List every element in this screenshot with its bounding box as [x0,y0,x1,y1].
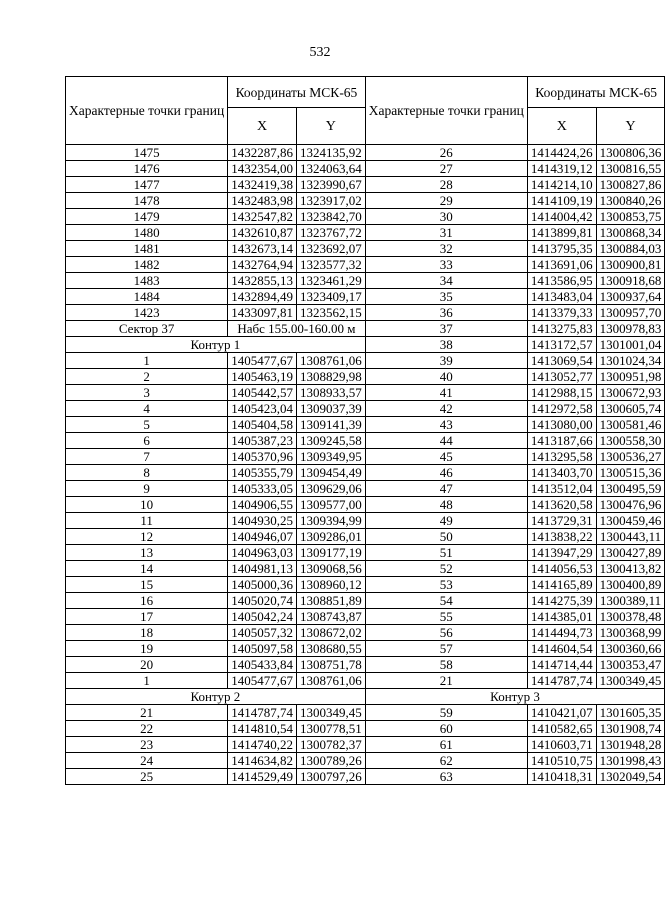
coord-x-right: 1413187,66 [527,433,596,449]
point-number-left: 11 [66,513,228,529]
table-row [66,193,665,209]
point-number-left: 1476 [66,161,228,177]
table-row [66,529,665,545]
table-row [66,209,665,225]
point-number-left: 23 [66,737,228,753]
coord-x-right: 1413691,06 [527,257,596,273]
coord-y-right: 1300443,11 [596,529,665,545]
coord-x-left: 1414740,22 [228,737,297,753]
coord-x-left: 1432610,87 [228,225,297,241]
coord-y-right: 1300368,99 [596,625,665,641]
point-number-left: 1482 [66,257,228,273]
table-row [66,657,665,673]
coord-y-left: 1323562,15 [296,305,365,321]
coord-x-right: 1413483,04 [527,289,596,305]
point-number-right: 32 [365,241,527,257]
table-row [66,433,665,449]
coord-x-right: 1413403,70 [527,465,596,481]
table-row [66,593,665,609]
coord-y-right: 1300900,81 [596,257,665,273]
header-y-left: Y [296,108,365,145]
coord-x-right: 1413275,83 [527,321,596,337]
table-row [66,289,665,305]
coord-x-right: 1410582,65 [527,721,596,737]
coord-y-right: 1300951,98 [596,369,665,385]
point-number-right: 42 [365,401,527,417]
point-number-left: 1480 [66,225,228,241]
point-number-left: 1 [66,353,228,369]
coord-x-right: 1413838,22 [527,529,596,545]
coord-x-right: 1412988,15 [527,385,596,401]
header-points-right: Характерные точки границ [365,77,527,145]
coord-x-left: 1405355,79 [228,465,297,481]
point-number-right: 63 [365,769,527,785]
point-number-left: 1483 [66,273,228,289]
point-number-left: 4 [66,401,228,417]
coord-y-right: 1301998,43 [596,753,665,769]
header-coords-right: Координаты МСК-65 [527,77,665,108]
header-y-right: Y [596,108,665,145]
point-number-left: 24 [66,753,228,769]
coord-x-left: 1405433,84 [228,657,297,673]
table-row [66,465,665,481]
table-row [66,321,665,337]
coord-y-right: 1300827,86 [596,177,665,193]
coord-x-right: 1413729,31 [527,513,596,529]
table-row [66,577,665,593]
point-number-right: 62 [365,753,527,769]
coord-x-right: 1413295,58 [527,449,596,465]
coord-x-right: 1410418,31 [527,769,596,785]
coord-x-right: 1414214,10 [527,177,596,193]
coord-y-left: 1309454,49 [296,465,365,481]
coord-x-left: 1404946,07 [228,529,297,545]
coord-x-left: 1405404,58 [228,417,297,433]
point-number-left: 18 [66,625,228,641]
coord-x-left: 1405387,23 [228,433,297,449]
point-number-left: 19 [66,641,228,657]
coord-x-right: 1414385,01 [527,609,596,625]
table-row [66,609,665,625]
point-number-right: 57 [365,641,527,657]
point-number-left: 1477 [66,177,228,193]
point-number-right: 27 [365,161,527,177]
coord-x-left: 1405097,58 [228,641,297,657]
table-row [66,641,665,657]
coord-y-right: 1300918,68 [596,273,665,289]
coord-x-right: 1414604,54 [527,641,596,657]
coord-x-left: 1414787,74 [228,705,297,721]
coord-y-left: 1308751,78 [296,657,365,673]
coord-y-left: 1309286,01 [296,529,365,545]
section-title-left: Контур 1 [66,337,366,353]
coord-y-right: 1300957,70 [596,305,665,321]
coord-y-right: 1302049,54 [596,769,665,785]
point-number-right: 33 [365,257,527,273]
point-number-right: 60 [365,721,527,737]
coord-x-left: 1433097,81 [228,305,297,321]
coord-y-right: 1300459,46 [596,513,665,529]
table-row [66,417,665,433]
table-row [66,257,665,273]
coord-x-left: 1405370,96 [228,449,297,465]
table-row [66,161,665,177]
coord-y-right: 1300937,64 [596,289,665,305]
point-number-left: 12 [66,529,228,545]
coord-x-left: 1404930,25 [228,513,297,529]
point-number-left: 8 [66,465,228,481]
coord-x-left: 1405463,19 [228,369,297,385]
coord-y-left: 1309245,58 [296,433,365,449]
coord-x-left: 1414634,82 [228,753,297,769]
point-number-left: 9 [66,481,228,497]
point-number-left: 2 [66,369,228,385]
point-number-right: 55 [365,609,527,625]
coord-x-right: 1413620,58 [527,497,596,513]
coord-x-left: 1432855,13 [228,273,297,289]
section-title-left: Контур 2 [66,689,366,705]
coord-y-right: 1300806,36 [596,145,665,161]
table-row [66,513,665,529]
point-number-right: 31 [365,225,527,241]
coord-x-right: 1414494,73 [527,625,596,641]
coord-x-right: 1413052,77 [527,369,596,385]
coord-x-right: 1413069,54 [527,353,596,369]
coord-x-right: 1414787,74 [527,673,596,689]
coord-y-left: 1323767,72 [296,225,365,241]
coord-y-right: 1300840,26 [596,193,665,209]
point-number-right: 47 [365,481,527,497]
point-number-right: 21 [365,673,527,689]
table-row [66,753,665,769]
header-coords-left: Координаты МСК-65 [228,77,366,108]
coord-x-right: 1414004,42 [527,209,596,225]
point-number-right: 43 [365,417,527,433]
coord-y-left: 1308851,89 [296,593,365,609]
point-number-right: 44 [365,433,527,449]
coord-y-right: 1300605,74 [596,401,665,417]
coord-x-left: 1404981,13 [228,561,297,577]
coord-y-right: 1300978,83 [596,321,665,337]
coord-x-right: 1410510,75 [527,753,596,769]
coord-x-right: 1414275,39 [527,593,596,609]
coord-x-right: 1413172,57 [527,337,596,353]
coord-x-left: 1405477,67 [228,673,297,689]
coord-y-right: 1300515,36 [596,465,665,481]
point-number-right: 50 [365,529,527,545]
coord-x-left: 1414810,54 [228,721,297,737]
coord-x-right: 1413080,00 [527,417,596,433]
point-number-left: 6 [66,433,228,449]
point-number-left: 20 [66,657,228,673]
coord-x-left: 1405442,57 [228,385,297,401]
coord-x-right: 1410421,07 [527,705,596,721]
coord-x-right: 1414056,53 [527,561,596,577]
point-number-right: 48 [365,497,527,513]
point-number-right: 58 [365,657,527,673]
point-number-left: 1423 [66,305,228,321]
coord-y-left: 1300797,26 [296,769,365,785]
coord-x-right: 1414319,12 [527,161,596,177]
coord-x-right: 1413586,95 [527,273,596,289]
table-row [66,177,665,193]
table-row [66,369,665,385]
table-row [66,673,665,689]
point-number-right: 26 [365,145,527,161]
point-number-right: 28 [365,177,527,193]
point-number-right: 56 [365,625,527,641]
table-row [66,481,665,497]
coord-y-left: 1309068,56 [296,561,365,577]
point-number-left: 15 [66,577,228,593]
coord-y-right: 1300360,66 [596,641,665,657]
coord-y-left: 1323577,32 [296,257,365,273]
coord-y-left: 1300782,37 [296,737,365,753]
coord-y-left: 1309349,95 [296,449,365,465]
point-number-right: 52 [365,561,527,577]
coord-x-right: 1413379,33 [527,305,596,321]
coord-y-left: 1324063,64 [296,161,365,177]
coord-y-right: 1301024,34 [596,353,665,369]
coord-x-right: 1410603,71 [527,737,596,753]
point-number-left: 1475 [66,145,228,161]
coord-y-right: 1301001,04 [596,337,665,353]
coord-y-left: 1308680,55 [296,641,365,657]
coord-y-right: 1300427,89 [596,545,665,561]
coord-y-right: 1300400,89 [596,577,665,593]
point-number-right: 34 [365,273,527,289]
coord-x-right: 1413795,35 [527,241,596,257]
point-number-right: 29 [365,193,527,209]
table-row [66,353,665,369]
point-number-left: 21 [66,705,228,721]
point-number-left: 22 [66,721,228,737]
table-row [66,625,665,641]
coord-y-right: 1300558,30 [596,433,665,449]
coord-y-left: 1309629,06 [296,481,365,497]
header-x-left: X [228,108,297,145]
point-number-right: 35 [365,289,527,305]
table-row [66,769,665,785]
point-number-right: 46 [365,465,527,481]
coord-x-left: 1414529,49 [228,769,297,785]
table-row [66,305,665,321]
coord-x-left: 1404963,03 [228,545,297,561]
table-row [66,497,665,513]
coord-x-left: 1405020,74 [228,593,297,609]
coord-y-left: 1323692,07 [296,241,365,257]
coord-y-left: 1308829,98 [296,369,365,385]
coord-x-left: 1432483,98 [228,193,297,209]
table-row [66,545,665,561]
coord-y-right: 1300672,93 [596,385,665,401]
coord-y-left: 1308761,06 [296,353,365,369]
coord-y-left: 1308933,57 [296,385,365,401]
point-number-right: 59 [365,705,527,721]
coord-y-right: 1301948,28 [596,737,665,753]
coord-y-left: 1308672,02 [296,625,365,641]
point-number-left: 7 [66,449,228,465]
coord-y-left: 1309577,00 [296,497,365,513]
coord-y-right: 1300816,55 [596,161,665,177]
point-number-right: 53 [365,577,527,593]
page-number: 532 [309,45,331,60]
table-row [66,337,665,353]
coord-y-right: 1301605,35 [596,705,665,721]
coord-y-right: 1300884,03 [596,241,665,257]
coord-x-left: 1432419,38 [228,177,297,193]
point-number-left: 16 [66,593,228,609]
table-row [66,449,665,465]
coord-y-right: 1300476,96 [596,497,665,513]
coord-y-left: 1300778,51 [296,721,365,737]
table-row [66,145,665,161]
coord-y-left: 1324135,92 [296,145,365,161]
point-number-right: 36 [365,305,527,321]
point-number-right: 37 [365,321,527,337]
coord-y-left: 1300349,45 [296,705,365,721]
point-number-right: 40 [365,369,527,385]
sector-height-note: Набс 155.00-160.00 м [228,321,366,337]
coord-x-right: 1412972,58 [527,401,596,417]
point-number-left: 1484 [66,289,228,305]
coord-y-left: 1309394,99 [296,513,365,529]
coord-x-left: 1432287,86 [228,145,297,161]
table-row [66,385,665,401]
coord-x-left: 1405423,04 [228,401,297,417]
point-number-left: 1 [66,673,228,689]
point-number-right: 30 [365,209,527,225]
section-title-right: Контур 3 [365,689,665,705]
coord-y-left: 1308761,06 [296,673,365,689]
coord-y-right: 1300536,27 [596,449,665,465]
coord-y-left: 1309037,39 [296,401,365,417]
coord-y-right: 1300581,46 [596,417,665,433]
coord-y-right: 1300378,48 [596,609,665,625]
table-row [66,225,665,241]
coord-y-left: 1308960,12 [296,577,365,593]
point-number-left: 17 [66,609,228,625]
coord-y-right: 1300413,82 [596,561,665,577]
coord-y-right: 1300868,34 [596,225,665,241]
coord-y-left: 1309141,39 [296,417,365,433]
point-number-left: 1479 [66,209,228,225]
coord-x-left: 1405057,32 [228,625,297,641]
table-row [66,241,665,257]
coord-y-left: 1323842,70 [296,209,365,225]
point-number-right: 45 [365,449,527,465]
point-number-left: 25 [66,769,228,785]
coord-x-right: 1413947,29 [527,545,596,561]
coord-y-left: 1323461,29 [296,273,365,289]
point-number-right: 49 [365,513,527,529]
coord-x-left: 1432354,00 [228,161,297,177]
point-number-right: 39 [365,353,527,369]
table-row [66,721,665,737]
table-row [66,737,665,753]
header-points-left: Характерные точки границ [66,77,228,145]
coord-x-left: 1405000,36 [228,577,297,593]
point-number-right: 38 [365,337,527,353]
coord-y-left: 1300789,26 [296,753,365,769]
coord-y-right: 1300495,59 [596,481,665,497]
coord-y-left: 1323990,67 [296,177,365,193]
coord-x-left: 1432673,14 [228,241,297,257]
coord-y-right: 1300389,11 [596,593,665,609]
coord-y-right: 1300853,75 [596,209,665,225]
coord-y-right: 1300349,45 [596,673,665,689]
coord-x-left: 1405333,05 [228,481,297,497]
coord-x-left: 1404906,55 [228,497,297,513]
point-number-left: 10 [66,497,228,513]
point-number-right: 61 [365,737,527,753]
header-x-right: X [527,108,596,145]
coord-y-left: 1309177,19 [296,545,365,561]
point-number-left: 1481 [66,241,228,257]
table-row [66,273,665,289]
coordinates-table [65,76,665,785]
coord-y-right: 1301908,74 [596,721,665,737]
sector-label: Сектор 37 [66,321,228,337]
coord-x-left: 1432764,94 [228,257,297,273]
point-number-right: 54 [365,593,527,609]
point-number-left: 13 [66,545,228,561]
coord-y-right: 1300353,47 [596,657,665,673]
table-row [66,561,665,577]
table-row [66,689,665,705]
coord-x-right: 1413899,81 [527,225,596,241]
point-number-left: 3 [66,385,228,401]
coord-x-left: 1405042,24 [228,609,297,625]
coord-x-right: 1413512,04 [527,481,596,497]
table-body [66,145,665,785]
point-number-left: 5 [66,417,228,433]
coord-x-right: 1414165,89 [527,577,596,593]
point-number-right: 41 [365,385,527,401]
table-row [66,401,665,417]
coord-x-right: 1414424,26 [527,145,596,161]
table-row [66,705,665,721]
coord-x-left: 1432547,82 [228,209,297,225]
point-number-right: 51 [365,545,527,561]
point-number-left: 1478 [66,193,228,209]
coord-x-left: 1405477,67 [228,353,297,369]
coord-x-right: 1414714,44 [527,657,596,673]
coord-y-left: 1308743,87 [296,609,365,625]
coord-x-right: 1414109,19 [527,193,596,209]
coord-x-left: 1432894,49 [228,289,297,305]
coord-y-left: 1323409,17 [296,289,365,305]
point-number-left: 14 [66,561,228,577]
coord-y-left: 1323917,02 [296,193,365,209]
